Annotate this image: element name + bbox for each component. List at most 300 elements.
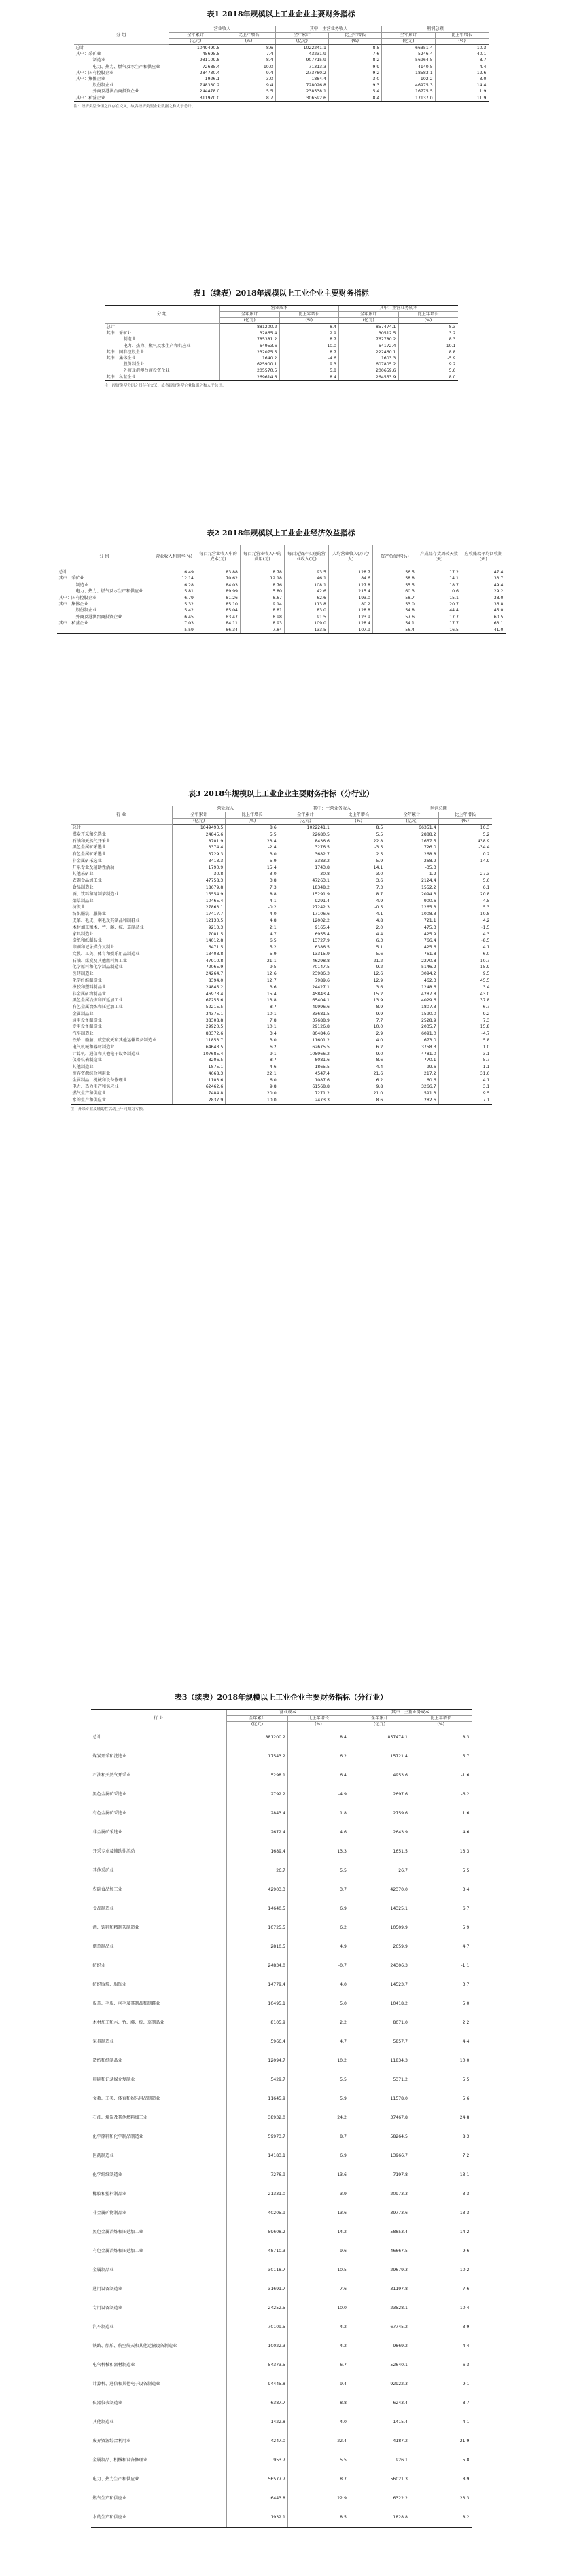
table-cell: 70147.5 [279,964,332,971]
table-cell: 761.8 [385,951,438,958]
table-cell: 6.45 [152,614,196,620]
table-row [71,851,492,858]
column-header: 行 业 [91,1710,227,1728]
row-label: 其他采矿业 [92,1868,114,1873]
row-label: 电力、热力、燃气及水生产和供应业 [92,64,160,69]
table-cell: 5429.7 [227,2071,288,2090]
table-cell: 45695.5 [169,51,222,57]
table-cell: 425.6 [385,944,438,951]
table-row [71,825,492,831]
table-cell: 20.7 [417,601,461,607]
column-header: 比上年增长 [410,1716,472,1722]
row-label: 文教、工美、体育和娱乐用品制造业 [72,951,140,956]
column-header: 其中：主营业务收入 [275,26,382,33]
table-cell: 29126.8 [279,1024,332,1031]
table-cell: 5.2 [226,944,279,951]
table-cell: 607805.2 [339,361,399,368]
column-header: 营业成本 [220,306,339,312]
row-label: 纺织业 [72,905,86,910]
column-header: 比上年增长 [328,33,381,39]
table-cell: 3.4 [438,984,491,991]
row-label: 开采专业及辅助性活动 [72,865,115,870]
table-row [91,2489,472,2508]
table-cell: 9210.3 [173,925,226,931]
column-header: 分 组 [57,545,152,569]
row-label: 文教、工美、体育和娱乐用品制造业 [92,2096,160,2101]
table-cell: 5857.7 [349,2033,410,2052]
table-cell: -1.5 [438,925,491,931]
table-cell: 10.2 [410,2261,472,2280]
column-header: 资产负债率(%) [373,545,417,569]
table-cell: 128.7 [329,569,373,576]
header-row [57,545,506,569]
table-cell: 109.0 [285,620,329,626]
table-cell: 8.2 [328,57,381,63]
table-cell: 9.3 [328,82,381,88]
table-cell: 39773.6 [349,2204,410,2223]
table-cell: 11645.9 [227,2090,288,2109]
table-cell: 12130.5 [173,918,226,925]
table-cell: 10.1 [398,343,458,349]
table-cell: 24845.6 [173,831,226,838]
table-row [74,51,489,57]
row-label: 印刷和记录媒介复制业 [92,2077,135,2082]
table-cell: 438.9 [438,838,491,845]
row-label: 家具制造业 [72,931,94,937]
table-cell: 6386.5 [279,944,332,951]
table-title: 表2 2018年规模以上工业企业经济效益指标 [207,529,355,537]
table-header [91,1710,472,1728]
table-cell: 16775.5 [382,88,435,94]
table-cell: 6.2 [332,1044,385,1051]
table-cell: 6443.8 [227,2489,288,2508]
table-row [91,2014,472,2033]
table-cell: 3383.2 [279,858,332,865]
table-row [105,374,458,381]
table-row [71,1071,492,1077]
column-header: (%) [438,819,491,825]
data-table [57,545,506,634]
table-cell: 41.0 [461,627,506,634]
table-cell: 232075.5 [220,349,280,355]
table-row [71,1084,492,1090]
table-cell: 7081.5 [173,931,226,938]
row-label: 金属制品、机械和设备修理业 [72,1077,127,1083]
row-label: 皮革、毛皮、羽毛及其制品和制鞋业 [92,2001,160,2006]
row-label: 有色金属矿采选业 [72,852,106,857]
table-row [71,991,492,998]
table-row [91,2204,472,2223]
column-header: (%) [332,819,385,825]
table-body [71,825,492,1105]
row-label: 铁路、船舶、航空航天和其他运输设备制造业 [72,1038,157,1043]
table-cell: 200659.6 [339,368,399,374]
column-header: 全年累计 [385,812,438,819]
table-cell: 425.9 [385,931,438,938]
row-label: 橡胶和塑料制品业 [92,2192,126,2196]
table-cell: 8.98 [241,614,285,620]
row-label: 电力、热力生产和供应业 [92,2477,139,2482]
table-header [105,306,458,324]
row-label: 外商及港澳台商投资企业 [92,89,139,94]
table-cell: 93.5 [285,569,329,576]
table-cell: 1640.2 [220,355,280,361]
table-cell: -3.5 [332,844,385,851]
table-cell: 24845.2 [173,984,226,991]
row-label: 食品制造业 [72,885,94,891]
table-cell: 43231.9 [275,51,328,57]
table-cell: 8.7 [435,57,488,63]
table-cell: 9.3 [279,361,339,368]
table-cell: 13.9 [332,997,385,1004]
table-cell: 14.2 [410,2223,472,2242]
table-row [71,904,492,911]
column-header: 分 组 [74,26,169,45]
table-cell: 5371.2 [349,2071,410,2090]
row-label: 石油和天然气开采业 [72,838,111,844]
table-cell: 21.1 [226,958,279,965]
row-label: 其中：私营企业 [105,374,220,381]
column-header: 其中：主营业务收入 [279,806,385,812]
table-cell: 238538.1 [275,88,328,94]
table-cell: 46975.3 [382,82,435,88]
table-cell: 33.7 [461,575,506,582]
table-cell: 12.14 [152,575,196,582]
row-label: 专用设备制造业 [92,2306,122,2310]
table-cell: 2473.3 [279,1097,332,1104]
table-row [71,865,492,872]
table-cell: 12.6 [226,971,279,978]
header-row [71,806,492,812]
table-cell: 728026.8 [275,82,328,88]
table-cell: 5298.1 [227,1766,288,1785]
table-row [91,1899,472,1918]
table-cell: 53.0 [373,601,417,607]
row-label: 有色金属冶炼和压延加工业 [92,2249,143,2253]
table-cell: 7271.2 [279,1090,332,1097]
table-cell: 14.1 [417,575,461,582]
table-cell: 38932.0 [227,2109,288,2128]
table-cell: 9.4 [222,70,275,76]
table-row [71,958,492,965]
table-cell: 21.9 [410,2432,472,2451]
table-cell: 4.1 [438,944,491,951]
table-cell: 4.9 [332,898,385,905]
row-label: 电力、热力生产和供应业 [72,1084,119,1090]
column-header: 其中：主营业务成本 [349,1710,472,1716]
table-cell: 1022241.1 [275,45,328,52]
column-header: 全年累计 [275,33,328,39]
table-row [91,2128,472,2147]
table-cell: 14779.4 [227,1975,288,1994]
table-cell: 23986.3 [279,971,332,978]
table-row [71,878,492,884]
table-cell: 5.2 [438,831,491,838]
table-cell: 5.8 [410,2451,472,2470]
table-cell: 4668.3 [173,1071,226,1077]
table-cell: -8.5 [438,937,491,944]
table-cell: 45.0 [461,607,506,613]
table-cell: 43.0 [438,991,491,998]
table-cell: 881200.2 [220,324,280,331]
table-cell: 64643.5 [173,1044,226,1051]
table-cell: 40.1 [435,51,488,57]
table-row [71,951,492,958]
table-cell: 17417.7 [173,911,226,918]
table-cell: 4029.6 [385,997,438,1004]
table-cell: 8436.6 [279,838,332,845]
table-cell: 8.5 [332,825,385,831]
column-header: (亿元) [382,39,435,45]
table-cell: 4.4 [410,2033,472,2052]
column-header: (%) [435,39,488,45]
table-cell: 24306.3 [349,1956,410,1975]
column-header: (亿元) [385,819,438,825]
table-row [57,588,506,594]
table-cell: 12.6 [435,70,488,76]
table-cell: 3374.4 [173,844,226,851]
table-cell: 10.1 [226,1011,279,1018]
table-cell: 8.7 [226,1057,279,1064]
table-cell: -3.0 [332,871,385,878]
table-cell: 47263.1 [279,878,332,884]
table-cell: 9869.2 [349,2337,410,2356]
table-cell: 6.9 [288,1899,349,1918]
table-cell: 8081.6 [279,1057,332,1064]
table-cell: -35.3 [385,865,438,872]
table-cell: 8.9 [410,2470,472,2489]
row-label: 非金属矿采选业 [72,858,102,863]
table-row [105,343,458,349]
row-label: 医药制造业 [92,2153,114,2158]
table-header [57,545,506,569]
table-row [71,931,492,938]
table-cell: 3276.5 [279,844,332,851]
table-cell: 10022.3 [227,2337,288,2356]
table-cell: 6243.4 [349,2394,410,2413]
table-cell: 27242.3 [279,904,332,911]
table-cell: 2759.6 [349,1804,410,1823]
table-cell: 1590.0 [385,1011,438,1018]
table-cell: 726.0 [385,844,438,851]
table-cell: 84.03 [196,582,241,588]
table-cell: 5.6 [332,951,385,958]
table-row [71,1031,492,1037]
row-label: 通用设备制造业 [72,1018,102,1023]
column-header: 比上年增长 [222,33,275,39]
table-row [57,601,506,607]
table-cell: 24.2 [288,2109,349,2128]
table-cell: 44.4 [417,607,461,613]
row-label: 计算机、通信和其他电子设备制造业 [92,2382,160,2386]
table-cell: 14.1 [332,865,385,872]
table-row [57,595,506,601]
table-cell: 9.1 [410,2375,472,2394]
table-cell: 11601.2 [279,1037,332,1044]
table-cell: -5.9 [398,355,458,361]
table-cell: 2837.9 [173,1097,226,1104]
table-cell: 7.4 [222,51,275,57]
table-row [91,1728,472,1748]
table-cell: 785381.2 [220,336,280,342]
data-table [71,806,492,1105]
table-row [91,1975,472,1994]
table-cell: 31197.8 [349,2280,410,2299]
table-cell: 55.5 [373,582,417,588]
row-label: 其他制造业 [92,2420,114,2425]
table-cell: 4247.0 [227,2432,288,2451]
row-label: 其中：集体企业 [106,356,136,361]
table-cell: 24.8 [410,2109,472,2128]
column-header: (亿元) [220,318,280,324]
table-cell: 1743.8 [279,865,332,872]
table-row [71,1011,492,1018]
table-cell: 9.2 [398,361,458,368]
table-cell: 10.3 [435,45,488,52]
table-cell: -0.2 [226,904,279,911]
table-cell: 9.5 [438,971,491,978]
table-cell: 4.2 [288,2337,349,2356]
table-cell: 4.0 [288,2413,349,2432]
table-cell: 5.5 [288,2451,349,2470]
table-cell: 8.7 [288,2128,349,2147]
table-row [91,1804,472,1823]
table-row [91,2337,472,2356]
table-cell: 3.0 [226,851,279,858]
table-cell: 7.8 [226,1018,279,1024]
row-label: 石油、煤炭及其他燃料加工业 [92,2115,147,2120]
table-cell: 10.3 [438,825,491,831]
table-cell: 61568.8 [279,1084,332,1090]
table-cell: 1828.8 [349,2508,410,2528]
table-cell: 3.4 [410,1880,472,1899]
table-cell: 21.2 [332,958,385,965]
row-label: 废弃资源综合利用业 [92,2439,131,2444]
table-cell: 15291.9 [279,891,332,898]
table-cell: 205570.5 [220,368,280,374]
table-cell: 10495.1 [227,1994,288,2014]
row-label: 煤炭开采和洗选业 [92,1754,126,1759]
row-label: 有色金属冶炼和压延加工业 [72,1005,123,1010]
row-label: 纺织服装、服饰业 [92,1982,126,1987]
table-cell: 30.8 [173,871,226,878]
table-cell: 64172.4 [339,343,399,349]
table-cell: 47910.8 [173,958,226,965]
table-cell: 83.0 [285,607,329,613]
table-cell: 5.81 [152,588,196,594]
table-cell: 9.6 [410,2242,472,2261]
table-cell: 17543.2 [227,1747,288,1766]
table-cell: 83.47 [196,614,241,620]
table-cell: 3413.3 [173,858,226,865]
table-row [71,844,492,851]
row-label: 铁路、船舶、航空航天和其他运输设备制造业 [92,2344,177,2348]
column-header: 全年累计 [349,1716,410,1722]
table-cell: 46298.8 [279,958,332,965]
row-label: 化学原料和化学制品制造业 [92,2134,143,2139]
table-cell: 1651.5 [349,1842,410,1861]
table-cell: 17.2 [417,569,461,576]
table-cell: 4.3 [438,931,491,938]
table-cell: 282.6 [385,1097,438,1104]
table-cell: 22.9 [288,2489,349,2508]
row-label: 股份制企业 [75,608,97,613]
column-header: 营业成本 [227,1710,349,1716]
table-section [0,289,562,389]
table-cell: 8.5 [288,2508,349,2528]
table-cell: 13315.9 [279,951,332,958]
table-cell: 107.9 [329,627,373,634]
table-cell: 8.3 [410,1728,472,1748]
row-label: 金属制品、机械和设备修理业 [92,2458,147,2463]
table-cell: 268.8 [385,851,438,858]
table-cell: -0.5 [332,904,385,911]
table-cell: 47.4 [461,569,506,576]
table-cell: 15.1 [417,595,461,601]
table-cell: 56964.5 [382,57,435,63]
row-label: 化学纤维制造业 [72,978,102,983]
table-cell: 99.6 [385,1064,438,1071]
row-label: 食品制造业 [92,1906,114,1911]
table-cell: 6.2 [288,1918,349,1937]
row-label: 电气机械和器材制造业 [92,2363,135,2367]
table-cell: 8.7 [279,349,339,355]
table-cell: 10418.2 [349,1994,410,2014]
table-cell: -4.7 [438,1031,491,1037]
table-cell: 63.1 [461,620,506,626]
row-label: 总计 [106,325,115,329]
table-cell: 4.1 [332,911,385,918]
table-row [91,2394,472,2413]
table-cell: 2528.9 [385,1018,438,1024]
table-cell: 1049490.5 [169,45,222,52]
row-label: 股份制企业 [123,362,145,368]
row-label: 橡胶和塑料制品业 [72,984,106,990]
table-cell: 11.9 [435,95,488,102]
column-header: 全年累计 [227,1716,288,1722]
table-cell: 931109.8 [169,57,222,63]
table-cell: 4.4 [435,64,488,70]
table-cell: 4547.4 [279,1071,332,1077]
table-cell: 8.6 [226,825,279,831]
table-cell: 3758.3 [385,1044,438,1051]
table-cell: 0.2 [438,851,491,858]
table-cell: 2672.4 [227,1823,288,1842]
table-header [71,806,492,825]
table-cell: 4.9 [288,1937,349,1956]
table-cell: 13.6 [288,2204,349,2223]
table-cell: 22.8 [332,838,385,845]
table-section [0,789,562,1112]
table-cell: 86.34 [196,627,241,634]
column-header: (亿元) [279,819,332,825]
table-cell: 5.42 [152,607,196,613]
row-label: 非金属矿物制品业 [92,2211,126,2215]
table-row [71,1090,492,1097]
table-row [71,1077,492,1084]
table-cell: 15.8 [438,1024,491,1031]
table-cell: 21.0 [332,1090,385,1097]
table-cell: 9.6 [288,2242,349,2261]
table-cell: 9.4 [222,82,275,88]
table-cell: 5.4 [328,88,381,94]
table-cell: 17137.0 [382,95,435,102]
table-cell: 5.7 [438,1057,491,1064]
table-cell: 5.3 [438,904,491,911]
table-cell: 4.2 [438,918,491,925]
table-cell: 108.1 [285,582,329,588]
row-label: 汽车制造业 [92,2325,114,2329]
